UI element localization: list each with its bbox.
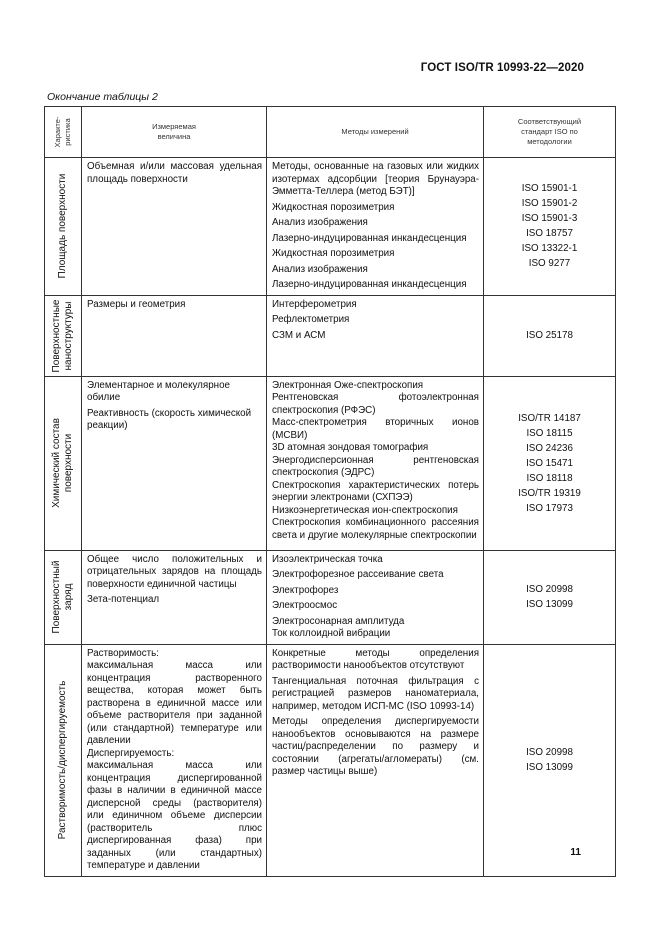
table-row <box>45 644 616 876</box>
table-caption: Окончание таблицы 2 <box>47 91 158 103</box>
methods-cell: Электронная Оже-спектроскопия Рентгеновская фотоэлектронная спектроскопия (РФЭС) Масс-спектрометрия вторичных ионов (МСВИ) 3D атомная зондовая томография Энергодисперсионная рентгеновская спектроскопия (ЭДРС) Спектроскопия характеристических потерь энергии электронами (СХПЭЭ) Низкоэнергетическая ион-спектроскопия Спектроскопия комбинационного рассеяния света и другие молекулярные спектроскопии <box>267 376 484 550</box>
table-header-row <box>45 107 616 158</box>
category-cell: Поверхностные наноструктуры <box>45 295 82 376</box>
iso-cell: ISO 20998 ISO 13099 <box>484 644 616 876</box>
table-row <box>45 376 616 550</box>
quantity-cell: Объемная и/или массовая удельная площадь поверхности <box>82 158 267 296</box>
methods-table <box>44 106 616 877</box>
quantity-cell: Растворимость: максимальная масса или концентрация растворенного вещества, которая может быть растворена в единичной массе или объеме растворителя при заданной (или стандартной) температуре или давлении Диспергируемость: максимальная масса или концентрация диспергированной фазы в наличии в единичной массе дисперсной среды (растворителя) или единичном объеме дисперсии (растворитель плюс диспергированная фаза) при заданных (или стандартных) температуре и давлении <box>82 644 267 876</box>
iso-cell: ISO 25178 <box>484 295 616 376</box>
header-iso: Соответствующий стандарт ISO по методологии <box>484 107 616 158</box>
iso-cell: ISO 20998 ISO 13099 <box>484 550 616 644</box>
header-characteristic: Характе- ристика <box>45 107 82 158</box>
document-id: ГОСТ ISO/TR 10993-22—2020 <box>420 62 584 74</box>
methods-cell: Изоэлектрическая точка Электрофорезное рассеивание света Электрофорез Электроосмос Электросонарная амплитуда Ток коллоидной вибрации <box>267 550 484 644</box>
quantity-cell: Размеры и геометрия <box>82 295 267 376</box>
quantity-cell: Общее число положительных и отрицательных зарядов на площадь поверхности единичной частицы Зета-потенциал <box>82 550 267 644</box>
header-methods: Методы измерений <box>267 107 484 158</box>
quantity-cell: Элементарное и молекулярное обилие Реактивность (скорость химической реакции) <box>82 376 267 550</box>
category-cell: Площадь поверхности <box>45 158 82 296</box>
table-row <box>45 158 616 296</box>
methods-cell: Интерферометрия Рефлектометрия СЗМ и АСМ <box>267 295 484 376</box>
iso-cell: ISO/TR 14187 ISO 18115 ISO 24236 ISO 15471 ISO 18118 ISO/TR 19319 ISO 17973 <box>484 376 616 550</box>
category-cell: Поверхностный заряд <box>45 550 82 644</box>
category-cell: Химический состав поверхности <box>45 376 82 550</box>
methods-cell: Конкретные методы определения растворимости нанообъектов отсутствуют Тангенциальная поточная фильтрация с регистрацией размеров наноматериала, например, методом ИСП-МС (ISO 10993-14) Методы определения диспергируемости нанообъектов основываются на размере частиц/распределении по размеру и состоянии (агрегаты/агломераты) (см. размер частицы выше) <box>267 644 484 876</box>
page-number: 11 <box>570 847 581 858</box>
iso-cell: ISO 15901-1 ISO 15901-2 ISO 15901-3 ISO 18757 ISO 13322-1 ISO 9277 <box>484 158 616 296</box>
table-row <box>45 550 616 644</box>
header-quantity: Измеряемая величина <box>82 107 267 158</box>
methods-cell: Методы, основанные на газовых или жидких изотермах адсорбции [теория Брунауэра-Эмметта-Теллера (метод БЭТ)] Жидкостная порозиметрия Анализ изображения Лазерно-индуцированная инкандесценция Жидкостная порозиметрия Анализ изображения Лазерно-индуцированная инкандесценция <box>267 158 484 296</box>
category-cell: Растворимость/диспергируемость <box>45 644 82 876</box>
table-row <box>45 295 616 376</box>
